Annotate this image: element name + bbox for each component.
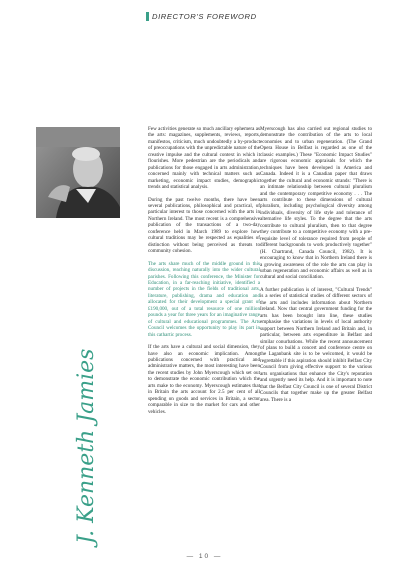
paragraph: Myerscough has also carried out regional studies to demonstrate the contribution of the arts to local economies and to urban regeneration. (The Grand Opera House in Belfast is regarded as one of the classic examples.) These "Economic Impact Studies" are rigorous economic appraisals for which the techniques have been developed in America and Canada. Indeed it is a Canadian paper that draws together the cultural and economic strands: "There is an intimate relationship between cultural pluralism and the contemporary competitive economy . . . The arts contribute to these dimensions of cultural pluralism, including psychological diversity among individuals, diversity of life style and tolerance of alternative life styles. To the degree that the arts contribute to cultural pluralism, then to that degree they contribute to a competitive economy with a pre-requisite level of tolerance required from people of different backgrounds to work productively together" (H. Chartrand, Canada Council, 1982). It is encouraging to know that in Northern Ireland there is a growing awareness of the role the arts can play in urban regeneration and economic affairs as well as in cultural and social conciliation. bbox=[260, 126, 372, 281]
text-column-right bbox=[260, 126, 372, 409]
paragraph: If the arts have a cultural and social dimension, they have also an economic implication. Among publications concerned with practical and administrative matters, the most interesting have been the recent studies by John Myerscough which set out to demonstrate the economic contribution which the arts make to the economy. Myerscough estimates that in Britain the arts account for 2.5 per cent of all spending on goods and services in Britain, a sector comparable in size to the market for cars and other vehicles. bbox=[148, 344, 260, 415]
portrait-image bbox=[36, 127, 120, 218]
section-title: DIRECTOR'S FOREWORD bbox=[152, 12, 257, 21]
director-portrait-photo bbox=[36, 127, 120, 218]
signature-text: J. Kenneth Jamieson bbox=[74, 348, 99, 544]
text-column-left bbox=[148, 126, 260, 421]
paragraph: During the past twelve months, there have been several publications, philosophical and practical, of particular interest to those concerned with the arts in Northern Ireland. The most recent is a comprehensive publication of the transactions of a two-day conference held in March 1989 to explore how cultural traditions may be respected as equalities of distinction without being perceived as threats to community cohesion. bbox=[148, 196, 260, 255]
section-header bbox=[146, 12, 257, 21]
paragraph: A further publication is of interest, "Cultural Trends" is a series of statistical studies of different sectors of the arts and includes information about Northern Ireland. Now that central government funding for the arts has been brought into line, these studies emphasise the variations in levels of local authority support between Northern Ireland and Britain and, in particular, between arts expenditure in Belfast and similar conurbations. While the recent announcement of plans to build a concert and conference centre on the Laganbank site is to be welcomed, it would be regrettable if this aspiration should inhibit Belfast City Council from giving effective support to the various arts organisations that enhance the City's reputation and urgently need its help. And it is important to note that the Belfast City Council is one of several District Councils that together make up the greater Belfast area. There is a bbox=[260, 286, 372, 403]
paragraph-highlighted: The arts share much of the middle ground in this discussion, reaching naturally into the wider cultural parishes. Following this conference, the Minister for Education, in a far-reaching initiative, identified a number of projects in the fields of traditional arts, literature, publishing, drama and education and allocated for their development a special grant of £190,000, out of a total resource of one million pounds a year for three years for an imaginative range of cultural and educational programmes. The Arts Council welcomes the opportunity to play its part in this cathartic process. bbox=[148, 260, 260, 338]
page-number: — 10 — bbox=[186, 553, 223, 560]
signature-wrap bbox=[63, 348, 111, 548]
paragraph: Few activities generate so much ancillary ephemera as the arts: magazines, supplements, reviews, reports, manifestos, criticism, much undoubtedly a by-product of preoccupations with the unpredictable nature of the creative impulse and the cultural context in which it flourishes. More pedestrian are the periodicals and publications for those engaged in arts administration, concerned mainly with technical matters such as marketing, economic impact studies, demographic trends and statistical analysis. bbox=[148, 126, 260, 191]
handwritten-signature bbox=[63, 348, 111, 548]
header-accent-bar bbox=[146, 12, 149, 21]
